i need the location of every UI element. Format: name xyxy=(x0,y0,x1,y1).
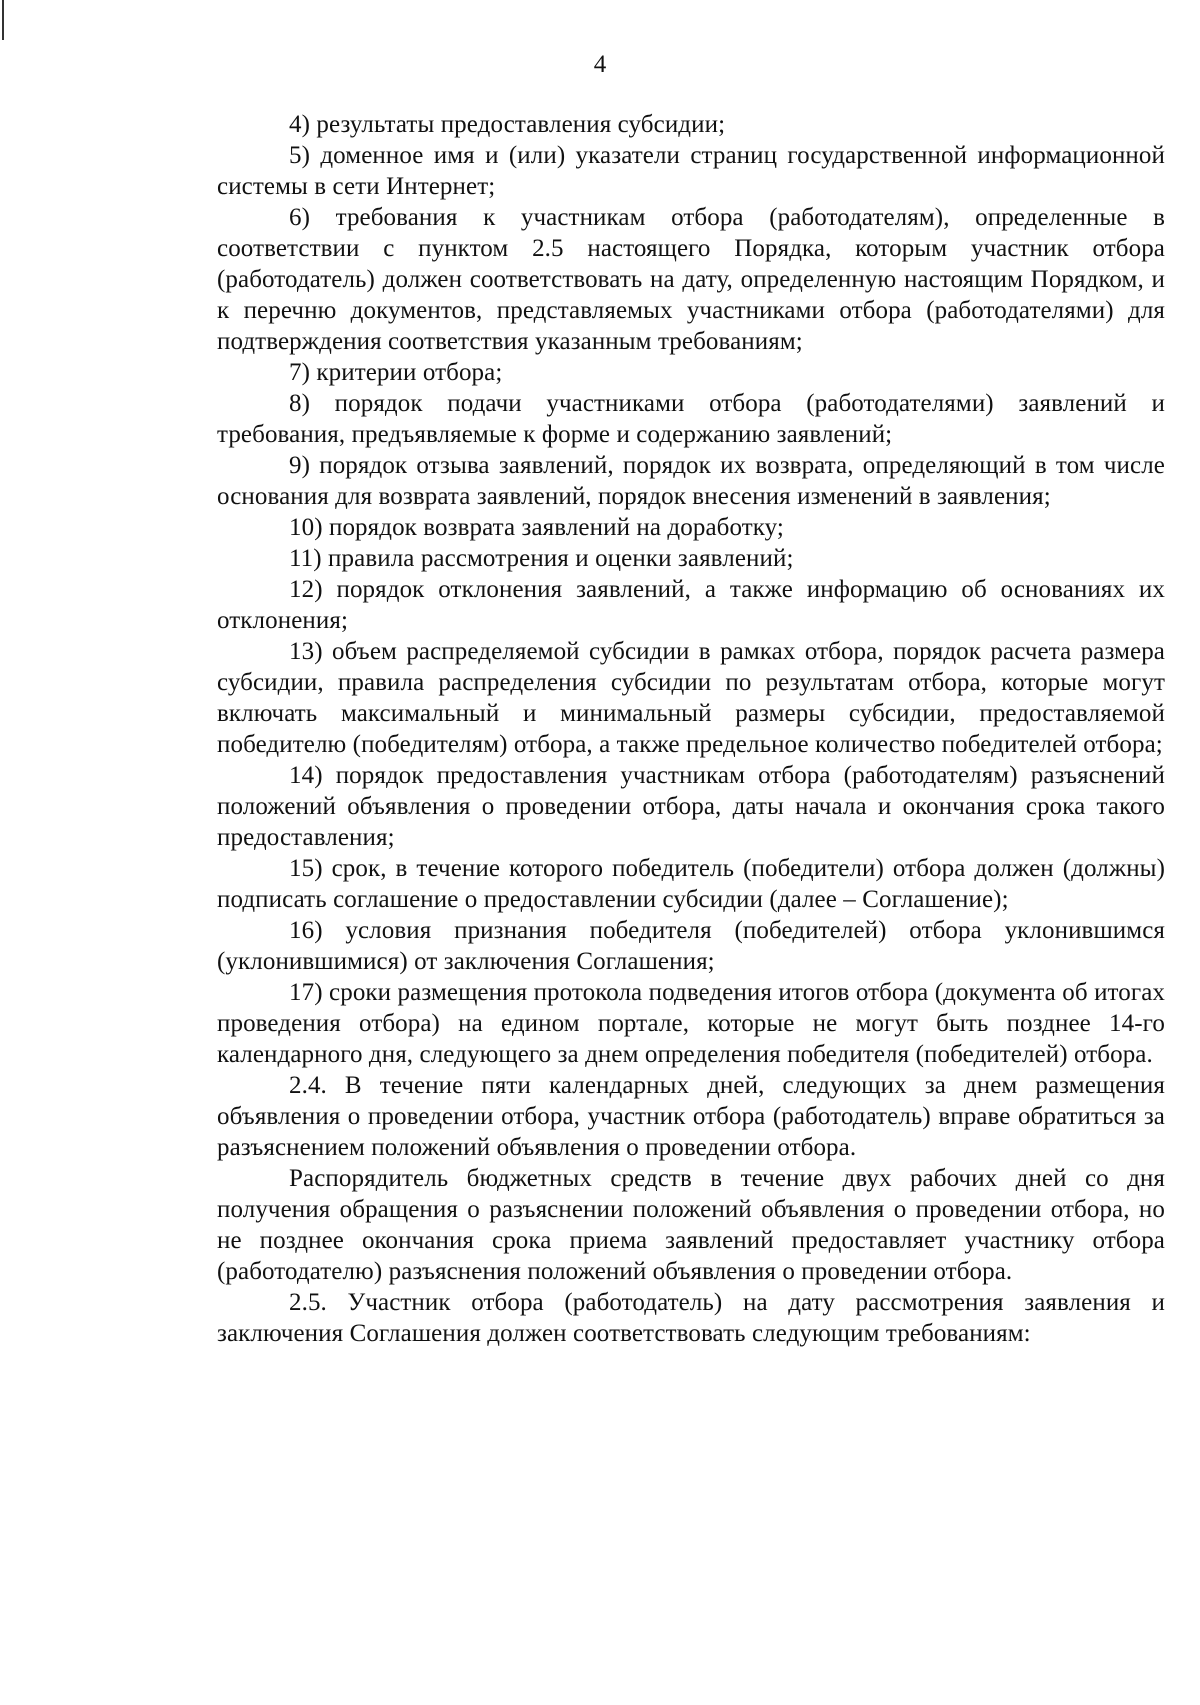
paragraph-item-10: 10) порядок возврата заявлений на доработку; xyxy=(289,514,784,541)
paragraph-item-12: 12) порядок отклонения заявлений, а также информацию об основаниях их отклонения; xyxy=(217,576,1165,634)
page-number: 4 xyxy=(593,51,607,78)
paragraph-section-2-4: 2.4. В течение пяти календарных дней, следующих за днем размещения объявления о проведении отбора, участник отбора (работодатель) вправе обратиться за разъяснением положений объявления о проведении отбора. xyxy=(217,1072,1165,1161)
paragraph-item-9: 9) порядок отзыва заявлений, порядок их возврата, определяющий в том числе основания для возврата заявлений, порядок внесения изменений в заявления; xyxy=(217,452,1165,510)
paragraph-item-8: 8) порядок подачи участниками отбора (работодателями) заявлений и требования, предъявляемые к форме и содержанию заявлений; xyxy=(217,390,1165,448)
paragraph-item-15: 15) срок, в течение которого победитель (победители) отбора должен (должны) подписать соглашение о предоставлении субсидии (далее – Соглашение); xyxy=(217,855,1165,913)
paragraph-item-4: 4) результаты предоставления субсидии; xyxy=(289,111,726,138)
paragraph-item-11: 11) правила рассмотрения и оценки заявлений; xyxy=(289,545,794,572)
paragraph-item-7: 7) критерии отбора; xyxy=(289,359,503,386)
paragraph-item-5: 5) доменное имя и (или) указатели страниц государственной информационной системы в сети Интернет; xyxy=(217,142,1165,200)
paragraph-section-2-4-continuation: Распорядитель бюджетных средств в течение двух рабочих дней со дня получения обращения о разъяснении положений объявления о проведении отбора, но не позднее окончания срока приема заявлений предоставляет участнику отбора (работодателю) разъяснения положений объявления о проведении отбора. xyxy=(217,1165,1165,1285)
paragraph-item-17: 17) сроки размещения протокола подведения итогов отбора (документа об итогах проведения отбора) на едином портале, которые не могут быть позднее 14-го календарного дня, следующего за днем определения победителя (победителей) отбора. xyxy=(217,979,1165,1068)
scan-edge-mark xyxy=(2,0,4,40)
paragraph-item-16: 16) условия признания победителя (победителей) отбора уклонившимся (уклонившимися) от заключения Соглашения; xyxy=(217,917,1165,975)
paragraph-item-14: 14) порядок предоставления участникам отбора (работодателям) разъяснений положений объявления о проведении отбора, даты начала и окончания срока такого предоставления; xyxy=(217,762,1165,851)
paragraph-item-6: 6) требования к участникам отбора (работодателям), определенные в соответствии с пунктом 2.5 настоящего Порядка, которым участник отбора (работодатель) должен соответствовать на дату, определенную настоящим Порядком, и к перечню документов, представляемых участниками отбора (работодателями) для подтверждения соответствия указанным требованиям; xyxy=(217,204,1165,355)
paragraph-item-13: 13) объем распределяемой субсидии в рамках отбора, порядок расчета размера субсидии, правила распределения субсидии по результатам отбора, которые могут включать максимальный и минимальный размеры субсидии, предоставляемой победителю (победителям) отбора, а также предельное количество победителей отбора; xyxy=(217,638,1165,758)
document-body xyxy=(217,109,1165,1349)
paragraph-section-2-5: 2.5. Участник отбора (работодатель) на дату рассмотрения заявления и заключения Соглашения должен соответствовать следующим требованиям: xyxy=(217,1289,1165,1347)
